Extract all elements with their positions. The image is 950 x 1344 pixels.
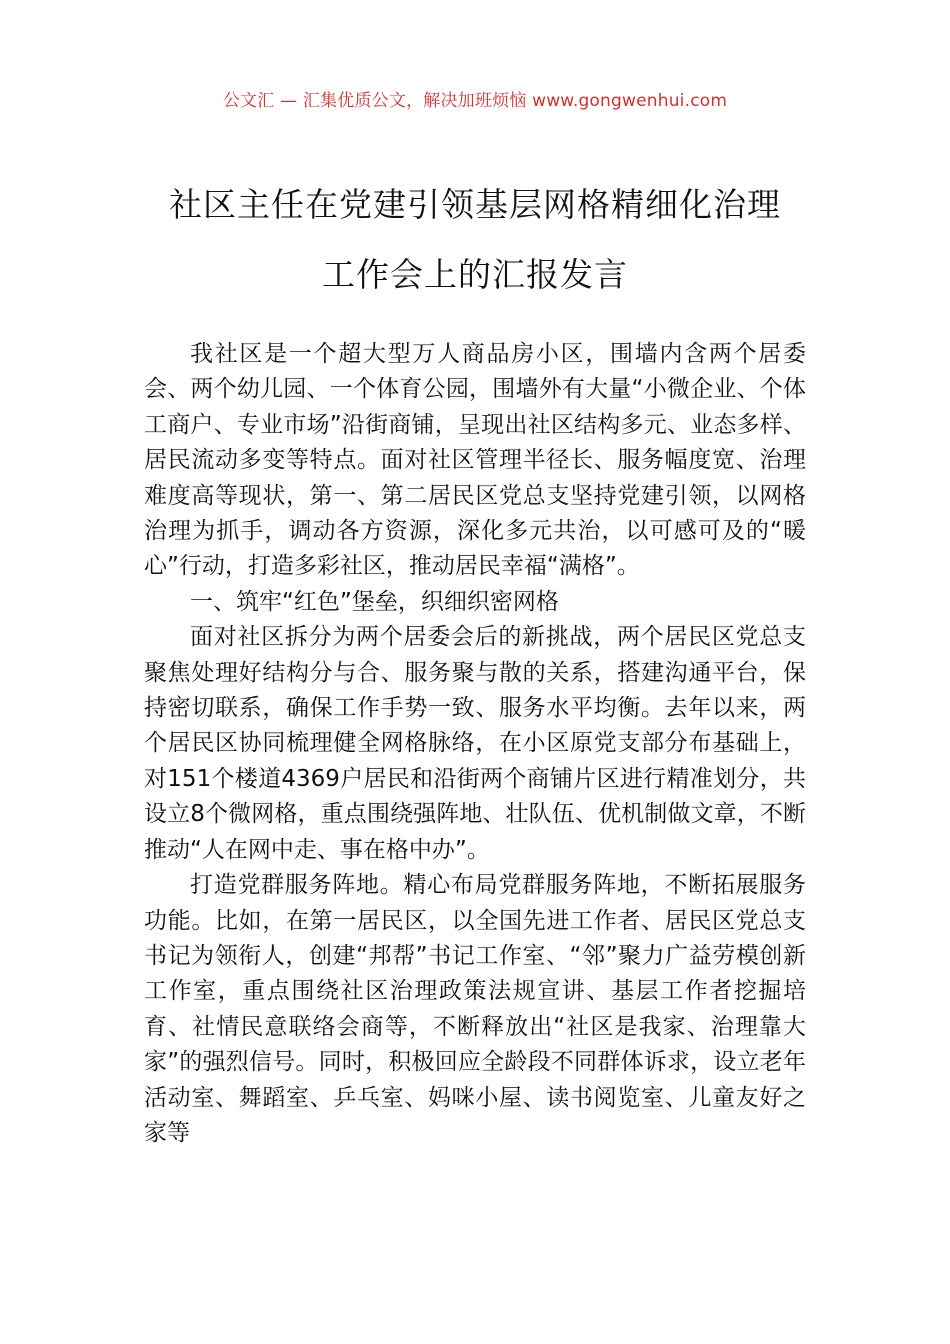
paragraph-service-position: 打造党群服务阵地。精心布局党群服务阵地，不断拓展服务功能。比如，在第一居民区，以全国先进工作者、居民区党总支书记为领衔人，创建“邦帮”书记工作室、“邻”聚力广益劳模创新工作室，重点围绕社区治理政策法规宣讲、基层工作者挖掘培育、社情民意联络会商等，不断释放出“社区是我家、治理靠大家”的强烈信号。同时，积极回应全龄段不同群体诉求，设立老年活动室、舞蹈室、乒乓室、妈咪小屋、读书阅览室、儿童友好之家等	[144, 872, 806, 1146]
section-heading-1: 一、筑牢“红色”堡垒，织细织密网格	[190, 588, 559, 615]
title-line-1: 社区主任在党建引领基层网格精细化治理	[169, 185, 781, 224]
header-banner: 公文汇 — 汇集优质公文，解决加班烦恼 www.gongwenhui.com	[222, 91, 728, 111]
document-title	[0, 170, 950, 310]
document-body	[144, 337, 806, 1151]
paragraph-section-1: 面对社区拆分为两个居委会后的新挑战，两个居民区党总支聚焦处理好结构分与合、服务聚与散的关系，搭建沟通平台，保持密切联系，确保工作手势一致、服务水平均衡。去年以来，两个居民区协同梳理健全网格脉络，在小区原党支部分布基础上，对151个楼道4369户居民和沿街两个商铺片区进行精准划分，共设立8个微网格，重点围绕强阵地、壮队伍、优机制做文章，不断推动“人在网中走、事在格中办”。	[144, 624, 806, 863]
paragraph-intro: 我社区是一个超大型万人商品房小区，围墙内含两个居委会、两个幼儿园、一个体育公园，围墙外有大量“小微企业、个体工商户、专业市场”沿街商铺，呈现出社区结构多元、业态多样、居民流动多变等特点。面对社区管理半径长、服务幅度宽、治理难度高等现状，第一、第二居民区党总支坚持党建引领，以网格治理为抓手，调动各方资源，深化多元共治，以可感可及的“暖心”行动，打造多彩社区，推动居民幸福“满格”。	[144, 341, 806, 580]
title-line-2: 工作会上的汇报发言	[322, 255, 628, 294]
